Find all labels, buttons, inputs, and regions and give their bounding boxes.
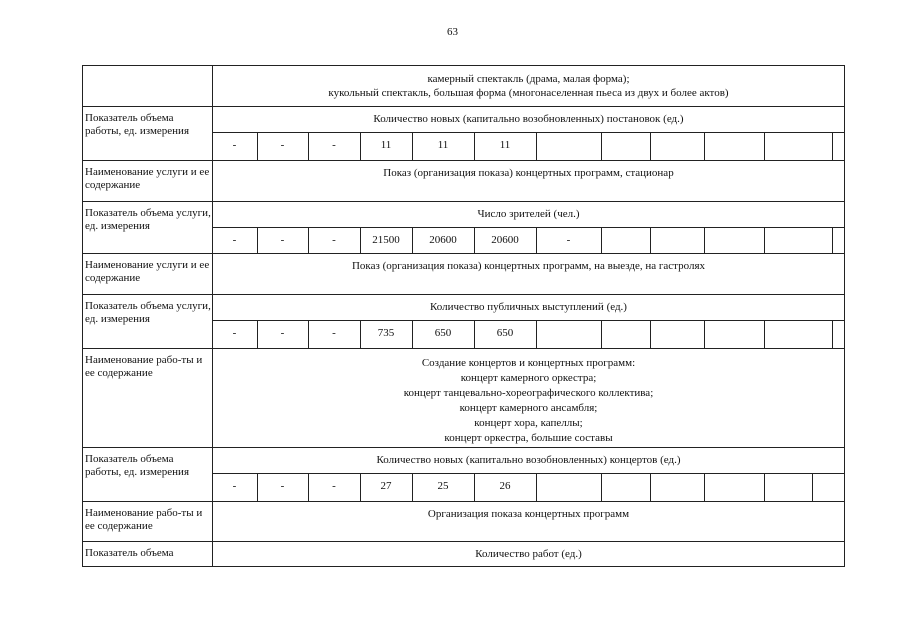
row-border [82, 447, 845, 448]
value-cell [601, 320, 650, 346]
value-cell: 650 [434, 327, 452, 339]
value-cell: - [232, 327, 237, 339]
row-label: Показатель объема работы, ед. измерения [85, 453, 190, 478]
row-description-line: Создание концертов и концертных программ: [421, 357, 636, 369]
value-cell [764, 473, 812, 499]
value-cell [832, 132, 845, 158]
row-description-line: Количество новых (капитально возобновленных) концертов (ед.) [376, 454, 681, 466]
value-cell: 11 [499, 139, 511, 151]
value-cell [764, 132, 832, 158]
value-cell: - [232, 139, 237, 151]
row-border [82, 106, 845, 107]
value-cell [650, 320, 704, 346]
value-cell: - [280, 234, 285, 246]
row-description-line: концерт оркестра, большие составы [444, 432, 613, 444]
row-border [82, 201, 845, 202]
row-border [82, 348, 845, 349]
value-cell: 26 [499, 480, 511, 492]
row-description-line: Организация показа концертных программ [427, 508, 630, 520]
row-description-line: Показ (организация показа) концертных программ, на выезде, на гастролях [351, 260, 706, 272]
row-label: Показатель объема [85, 547, 174, 559]
value-cell: 20600 [429, 234, 457, 246]
row-border [82, 541, 845, 542]
value-cell: 21500 [372, 234, 400, 246]
value-cell [601, 132, 650, 158]
value-cell [832, 320, 845, 346]
row-description-line: Количество публичных выступлений (ед.) [430, 301, 627, 313]
row-label: Наименование услуги и ее содержание [85, 259, 210, 284]
row-description-line: концерт хора, капеллы; [474, 417, 583, 429]
value-cell: 20600 [491, 234, 519, 246]
table-border-bottom [82, 566, 845, 567]
services-table [82, 65, 845, 567]
row-border [82, 501, 845, 502]
page-number: 63 [447, 26, 458, 38]
value-cell: - [280, 480, 285, 492]
value-cell: 11 [380, 139, 392, 151]
row-label: Показатель объема услуги, ед. измерения [85, 300, 211, 325]
value-cell [764, 320, 832, 346]
table-border-left [82, 65, 83, 567]
row-description-line: концерт камерного ансамбля; [459, 402, 598, 414]
value-cell: 11 [437, 139, 449, 151]
value-cell: - [280, 139, 285, 151]
row-label: Показатель объема работы, ед. измерения [85, 112, 190, 137]
row-description-line: Количество новых (капитально возобновленных) постановок (ед.) [373, 113, 684, 125]
value-cell: 650 [496, 327, 514, 339]
value-cell [650, 227, 704, 253]
value-cell [704, 227, 764, 253]
value-cell [704, 132, 764, 158]
row-border [82, 160, 845, 161]
value-cell: - [332, 480, 336, 492]
value-cell: - [280, 327, 285, 339]
value-cell [704, 473, 764, 499]
row-border [82, 253, 845, 254]
value-cell [601, 473, 650, 499]
value-cell: - [332, 139, 336, 151]
value-cell [536, 132, 601, 158]
value-cell: - [232, 234, 237, 246]
value-cell [704, 320, 764, 346]
row-label: Наименование рабо-ты и ее содержание [85, 507, 203, 532]
row-label: Показатель объема услуги, ед. измерения [85, 207, 211, 232]
row-description-line: Число зрителей (чел.) [477, 208, 580, 220]
value-cell [601, 227, 650, 253]
value-cell [812, 473, 845, 499]
value-cell [650, 473, 704, 499]
value-cell: 27 [380, 480, 392, 492]
value-cell: - [232, 480, 237, 492]
value-cell: 735 [377, 327, 395, 339]
row-description-line: Показ (организация показа) концертных программ, стационар [383, 167, 674, 179]
row-label: Наименование рабо-ты и ее содержание [85, 354, 203, 379]
value-cell [650, 132, 704, 158]
row-description-line: Количество работ (ед.) [475, 548, 582, 560]
value-cell [536, 473, 601, 499]
value-cell: 25 [437, 480, 449, 492]
row-description-line: кукольный спектакль, большая форма (многонаселенная пьеса из двух и более актов) [328, 87, 729, 99]
value-cell [536, 320, 601, 346]
value-cell [832, 227, 845, 253]
row-description-line: концерт танцевально-хореографического коллектива; [403, 387, 654, 399]
value-cell: - [332, 234, 336, 246]
row-border [82, 65, 845, 66]
row-border [82, 294, 845, 295]
row-label: Наименование услуги и ее содержание [85, 166, 210, 191]
value-cell: - [332, 327, 336, 339]
value-cell [764, 227, 832, 253]
row-description-line: концерт камерного оркестра; [460, 372, 597, 384]
value-cell: - [566, 234, 571, 246]
row-description-line: камерный спектакль (драма, малая форма); [427, 73, 630, 85]
